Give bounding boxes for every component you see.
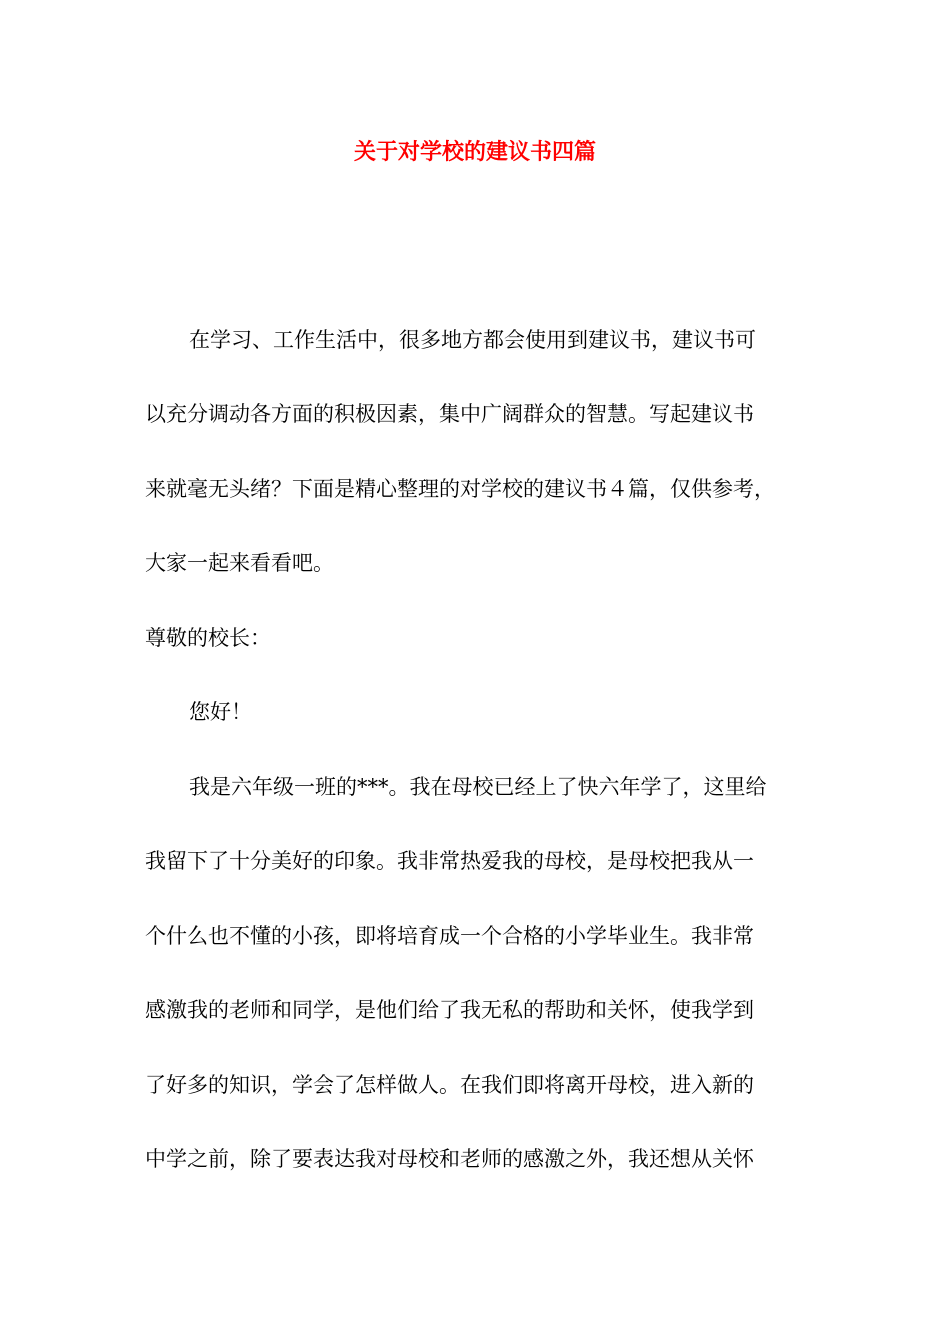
paragraph-line: 以充分调动各方面的积极因素，集中广阔群众的智慧。写起建议书	[145, 402, 754, 426]
paragraph-line: 我是六年级一班的***。我在母校已经上了快六年学了，这里给	[189, 775, 767, 799]
paragraph-line: 来就毫无头绪？下面是精心整理的对学校的建议书４篇，仅供参考，	[145, 477, 775, 501]
paragraph-line: 个什么也不懂的小孩，即将培育成一个合格的小学毕业生。我非常	[145, 924, 754, 948]
paragraph-line: 感激我的老师和同学，是他们给了我无私的帮助和关怀，使我学到	[145, 998, 754, 1022]
greeting: 您好！	[189, 700, 252, 724]
salutation: 尊敬的校长：	[145, 626, 271, 650]
paragraph-line: 在学习、工作生活中，很多地方都会使用到建议书，建议书可	[189, 328, 756, 352]
paragraph-line: 我留下了十分美好的印象。我非常热爱我的母校，是母校把我从一	[145, 849, 754, 873]
paragraph-line: 了好多的知识，学会了怎样做人。在我们即将离开母校，进入新的	[145, 1073, 754, 1097]
paragraph-line: 大家一起来看看吧。	[145, 551, 334, 575]
paragraph-line: 中学之前，除了要表达我对母校和老师的感激之外，我还想从关怀	[145, 1147, 754, 1171]
document-title: 关于对学校的建议书四篇	[353, 139, 596, 165]
